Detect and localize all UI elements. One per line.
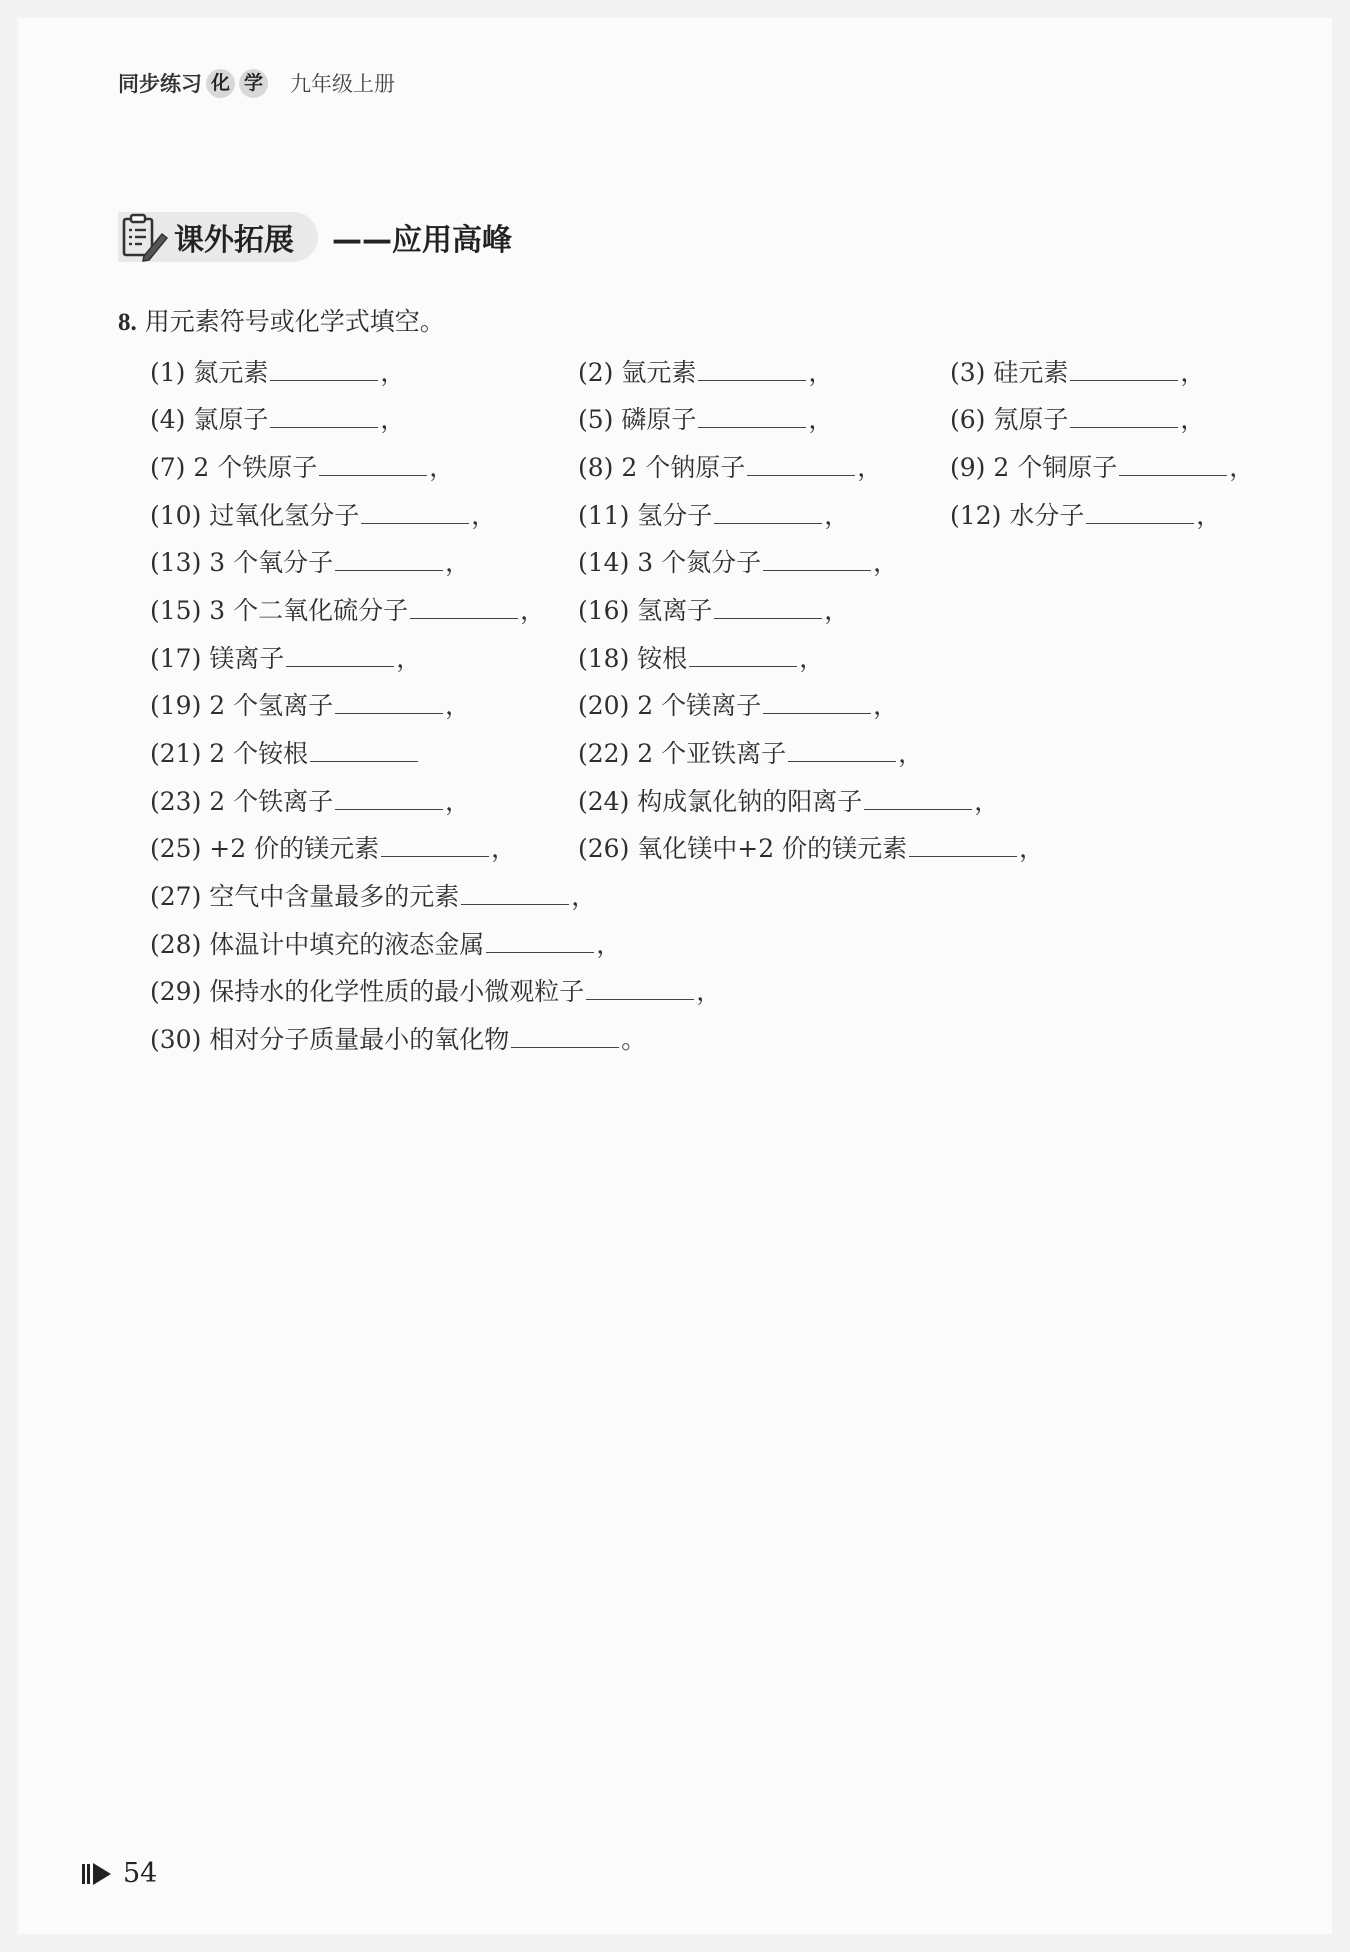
- grade-label: 九年级上册: [290, 72, 395, 96]
- answer-blank[interactable]: [270, 358, 378, 381]
- answer-blank[interactable]: [689, 644, 797, 667]
- fill-item: [150, 1020, 646, 1056]
- double-bar-icon: [82, 1864, 90, 1884]
- item-punct: ，: [1180, 405, 1206, 434]
- answer-blank[interactable]: [763, 548, 871, 571]
- page-number: 54: [123, 1858, 158, 1889]
- question-text: 用元素符号或化学式填空。: [144, 307, 445, 336]
- answer-blank[interactable]: [461, 882, 569, 905]
- item-punct: ，: [1180, 358, 1206, 387]
- clipboard-pencil-icon: [118, 212, 170, 262]
- answer-blank[interactable]: [1070, 405, 1178, 428]
- item-label: (13) 3 个氧分子: [150, 548, 334, 577]
- fill-item: [578, 686, 898, 722]
- fill-item: [578, 639, 824, 675]
- item-label: (10) 过氧化氢分子: [150, 501, 360, 530]
- fill-item: [150, 972, 721, 1008]
- answer-blank[interactable]: [714, 501, 822, 524]
- fill-item: [950, 496, 1221, 532]
- fill-item: [150, 639, 421, 675]
- item-punct: ，: [396, 644, 422, 673]
- item-label: (7) 2 个铁原子: [150, 453, 318, 482]
- answer-blank[interactable]: [361, 501, 469, 524]
- item-label: (19) 2 个氢离子: [150, 691, 334, 720]
- item-punct: ，: [898, 739, 924, 768]
- fill-item: [578, 496, 849, 532]
- book-title: 同步练习: [118, 72, 202, 96]
- item-punct: ，: [799, 644, 825, 673]
- answer-blank[interactable]: [335, 787, 443, 810]
- item-label: (30) 相对分子质量最小的氧化物: [150, 1025, 510, 1054]
- fill-item: [150, 782, 470, 818]
- item-label: (22) 2 个亚铁离子: [578, 739, 787, 768]
- item-label: (18) 铵根: [578, 644, 688, 673]
- item-label: (25) +2 价的镁元素: [150, 834, 380, 863]
- item-punct: 。: [621, 1025, 647, 1054]
- item-punct: ，: [873, 691, 899, 720]
- answer-blank[interactable]: [1086, 501, 1194, 524]
- answer-blank[interactable]: [1070, 358, 1178, 381]
- fill-item: [578, 829, 1044, 865]
- answer-blank[interactable]: [714, 596, 822, 619]
- item-punct: ，: [445, 787, 471, 816]
- play-arrow-icon: [93, 1863, 111, 1885]
- answer-blank[interactable]: [511, 1025, 619, 1048]
- fill-item: [578, 400, 833, 436]
- item-label: (9) 2 个铜原子: [950, 453, 1118, 482]
- item-punct: ，: [520, 596, 546, 625]
- item-punct: ，: [571, 882, 597, 911]
- item-label: (16) 氢离子: [578, 596, 713, 625]
- fill-item: [150, 591, 545, 627]
- item-punct: ，: [808, 358, 834, 387]
- section-title: 课外拓展: [174, 223, 294, 258]
- answer-blank[interactable]: [335, 548, 443, 571]
- question-number: 8.: [118, 309, 137, 336]
- answer-blank[interactable]: [286, 644, 394, 667]
- item-label: (12) 水分子: [950, 501, 1085, 530]
- answer-blank[interactable]: [270, 405, 378, 428]
- item-punct: ，: [445, 691, 471, 720]
- item-label: (28) 体温计中填充的液态金属: [150, 930, 485, 959]
- fill-item: [578, 782, 999, 818]
- item-label: (8) 2 个钠原子: [578, 453, 746, 482]
- item-label: (3) 硅元素: [950, 358, 1069, 387]
- fill-item: [150, 734, 420, 770]
- item-punct: ，: [596, 930, 622, 959]
- item-label: (20) 2 个镁离子: [578, 691, 762, 720]
- item-label: (2) 氩元素: [578, 358, 697, 387]
- fill-item: [950, 448, 1254, 484]
- item-label: (1) 氮元素: [150, 358, 269, 387]
- item-punct: ，: [380, 358, 406, 387]
- question-prompt: [118, 302, 445, 338]
- fill-item: [150, 448, 454, 484]
- fill-item: [150, 543, 470, 579]
- answer-blank[interactable]: [698, 405, 806, 428]
- answer-blank[interactable]: [381, 834, 489, 857]
- item-punct: ，: [857, 453, 883, 482]
- fill-item: [578, 448, 882, 484]
- item-punct: ，: [974, 787, 1000, 816]
- fill-item: [150, 496, 496, 532]
- fill-item: [150, 925, 621, 961]
- answer-blank[interactable]: [698, 358, 806, 381]
- answer-blank[interactable]: [1119, 453, 1227, 476]
- answer-blank[interactable]: [864, 787, 972, 810]
- fill-item: [150, 686, 470, 722]
- item-punct: ，: [1019, 834, 1045, 863]
- item-punct: ，: [696, 977, 722, 1006]
- item-label: (21) 2 个铵根: [150, 739, 309, 768]
- fill-item: [578, 353, 833, 389]
- fill-item: [150, 400, 405, 436]
- item-punct: ，: [873, 548, 899, 577]
- item-label: (14) 3 个氮分子: [578, 548, 762, 577]
- fill-item: [950, 353, 1205, 389]
- subject-char-2: 学: [239, 69, 268, 98]
- item-punct: ，: [491, 834, 517, 863]
- answer-blank[interactable]: [747, 453, 855, 476]
- answer-blank[interactable]: [335, 691, 443, 714]
- answer-blank[interactable]: [319, 453, 427, 476]
- item-label: (5) 磷原子: [578, 405, 697, 434]
- item-label: (17) 镁离子: [150, 644, 285, 673]
- answer-blank[interactable]: [788, 739, 896, 762]
- item-punct: ，: [445, 548, 471, 577]
- item-label: (11) 氢分子: [578, 501, 713, 530]
- answer-blank[interactable]: [410, 596, 518, 619]
- item-punct: ，: [380, 405, 406, 434]
- item-punct: ，: [824, 501, 850, 530]
- fill-item: [578, 734, 923, 770]
- item-label: (15) 3 个二氧化硫分子: [150, 596, 409, 625]
- item-punct: ，: [1229, 453, 1255, 482]
- fill-item: [950, 400, 1205, 436]
- item-punct: ，: [471, 501, 497, 530]
- answer-blank[interactable]: [486, 930, 594, 953]
- answer-blank[interactable]: [586, 977, 694, 1000]
- subject-char-1: 化: [206, 69, 235, 98]
- answer-blank[interactable]: [763, 691, 871, 714]
- section-heading: [118, 208, 512, 266]
- answer-blank[interactable]: [909, 834, 1017, 857]
- item-label: (4) 氯原子: [150, 405, 269, 434]
- item-punct: ，: [808, 405, 834, 434]
- section-subtitle: ——应用高峰: [332, 223, 512, 258]
- fill-item: [150, 877, 596, 913]
- section-title-pill: [118, 212, 318, 262]
- fill-item: [150, 829, 516, 865]
- item-label: (23) 2 个铁离子: [150, 787, 334, 816]
- item-label: (6) 氖原子: [950, 405, 1069, 434]
- fill-item: [578, 591, 849, 627]
- running-head: [118, 68, 395, 98]
- item-label: (27) 空气中含量最多的元素: [150, 882, 460, 911]
- fill-item: [150, 353, 405, 389]
- item-label: (29) 保持水的化学性质的最小微观粒子: [150, 977, 585, 1006]
- item-label: (26) 氧化镁中+2 价的镁元素: [578, 834, 908, 863]
- answer-blank[interactable]: [310, 739, 418, 762]
- item-punct: ，: [824, 596, 850, 625]
- fill-item: [578, 543, 898, 579]
- item-punct: ，: [429, 453, 455, 482]
- page-footer: [82, 1858, 157, 1889]
- item-punct: ，: [1196, 501, 1222, 530]
- item-label: (24) 构成氯化钠的阳离子: [578, 787, 863, 816]
